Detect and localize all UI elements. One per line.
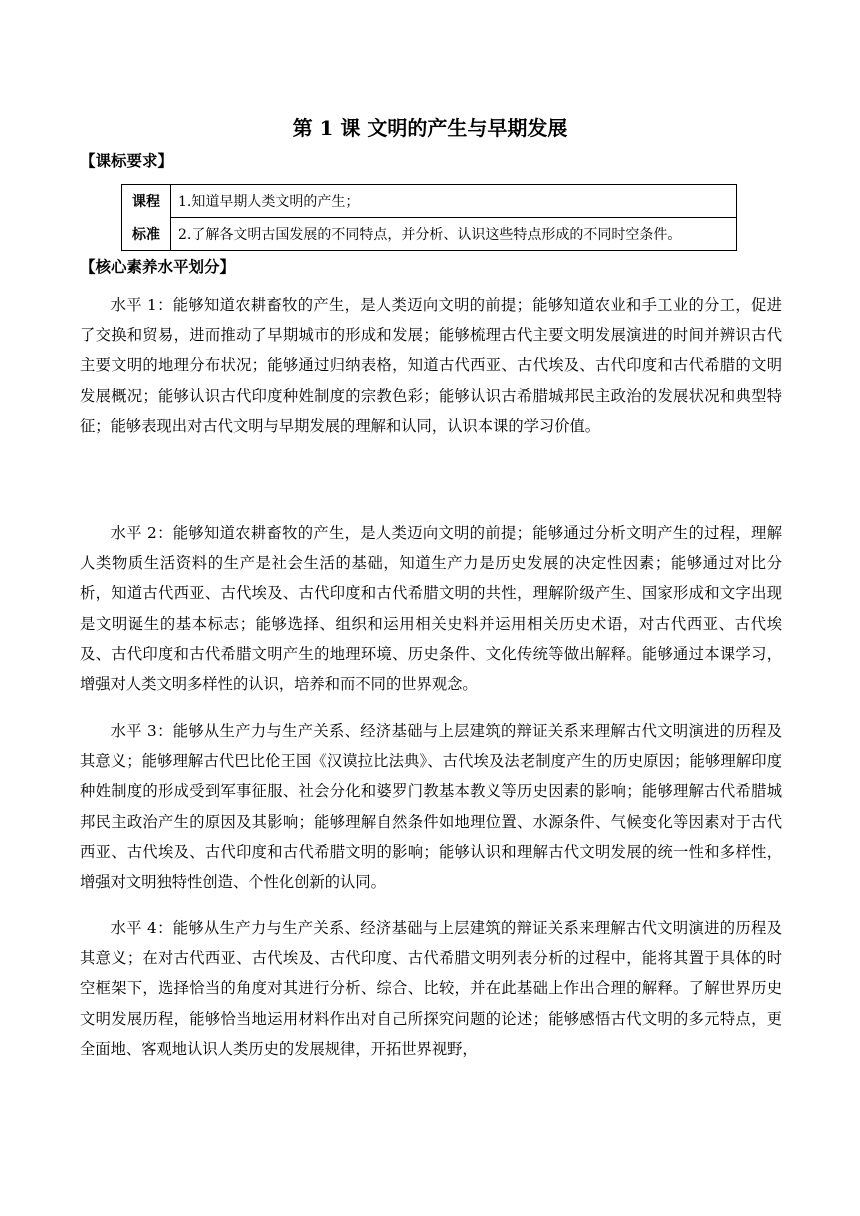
level-4-paragraph: 水平 4：能够从生产力与生产关系、经济基础与上层建筑的辩证关系来理解古代文明演进的历程及其意义；在对古代西亚、古代埃及、古代印度、古代希腊文明列表分析的过程中，能将其置于具体的时空框架下，选择恰当的角度对其进行分析、综合、比较，并在此基础上作出合理的解释。了解世界历史文明发展历程，能够恰当地运用材料作出对自己所探究问题的论述；能够感悟古代文明的多元特点，更全面地、客观地认识人类历史的发展规律，开拓世界视野， [80,919,782,1058]
level-2-paragraph: 水平 2：能够知道农耕畜牧的产生，是人类迈向文明的前提；能够通过分析文明产生的过程，理解人类物质生活资料的生产是社会生活的基础，知道生产力是历史发展的决定性因素；能够通过对比分析，知道古代西亚、古代埃及、古代印度和古代希腊文明的共性，理解阶级产生、国家形成和文字出现是文明诞生的基本标志；能够选择、组织和运用相关史料并运用相关历史术语，对古代西亚、古代埃及、古代印度和古代希腊文明产生的地理环境、历史条件、文化传统等做出解释。能够通过本课学习，增强对人类文明多样性的认识，培养和而不同的世界观念。 [80,524,782,694]
literacy-section-heading: 【核心素养水平划分】 [80,257,236,276]
table-label-bottom: 标准 [122,218,171,251]
standard-item: 2.了解各文明古国发展的不同特点，并分析、认识这些特点形成的不同时空条件。 [171,218,737,251]
level-3-paragraph: 水平 3：能够从生产力与生产关系、经济基础与上层建筑的辩证关系来理解古代文明演进的历程及其意义；能够理解古代巴比伦王国《汉谟拉比法典》、古代埃及法老制度产生的历史原因；能够理解印度种姓制度的形成受到军事征服、社会分化和婆罗门教基本教义等历史因素的影响；能够理解古代希腊城邦民主政治产生的原因及其影响；能够理解自然条件如地理位置、水源条件、气候变化等因素对于古代西亚、古代埃及、古代印度和古代希腊文明的影响；能够认识和理解古代文明发展的统一性和多样性，增强对文明独特性创造、个性化创新的认同。 [80,722,782,892]
table-row [122,218,737,251]
curriculum-section-heading: 【课标要求】 [80,151,174,170]
standard-item: 1.知道早期人类文明的产生； [171,185,737,218]
page-title: 第 1 课 文明的产生与早期发展 [292,116,568,140]
level-1-paragraph: 水平 1：能够知道农耕畜牧的产生，是人类迈向文明的前提；能够知道农业和手工业的分工，促进了交换和贸易，进而推动了早期城市的形成和发展；能够梳理古代主要文明发展演进的时间并辨识古代主要文明的地理分布状况；能够通过归纳表格，知道古代西亚、古代埃及、古代印度和古代希腊的文明发展概况；能够认识古代印度种姓制度的宗教色彩；能够认识古希腊城邦民主政治的发展状况和典型特征；能够表现出对古代文明与早期发展的理解和认同，认识本课的学习价值。 [80,296,782,435]
curriculum-standard-table [121,184,737,251]
table-row [122,185,737,218]
table-label-top: 课程 [122,185,171,218]
